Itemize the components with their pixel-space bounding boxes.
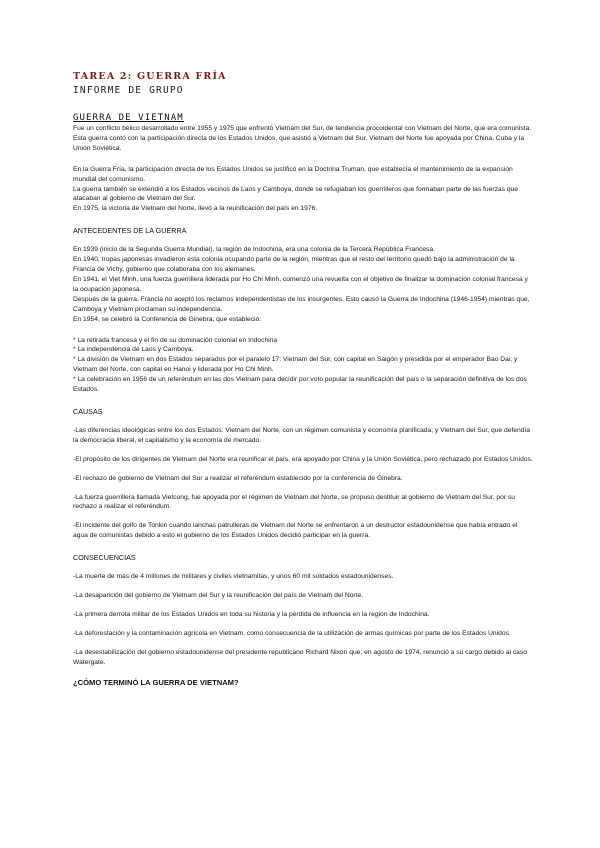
paragraph: En 1954, se celebró la Conferencia de Ginebra, que estableció: (73, 315, 262, 323)
section-heading-causas: CAUSAS (73, 406, 103, 416)
section-heading-vietnam: GUERRA DE VIETNAM (73, 113, 184, 123)
report-subtitle: INFORME DE GRUPO (73, 85, 184, 96)
list-item: -La primera derrota militar de los Estados Unidos en toda su historia y la pérdida de influencia en la región de Indochina. (73, 611, 430, 618)
closing-question: ¿CÓMO TERMINÓ LA GUERRA DE VIETNAM? (73, 677, 239, 687)
paragraph: La guerra también se extendió a los Estados vecinos de Laos y Camboya, donde se refugiaban los guerrilleros que formaban parte de las fuerzas que atacaban al gobierno de Vietnam del Sur. (73, 185, 518, 203)
list-item: -La desaparición del gobierno de Vietnam del Sur y la reunificación del país de Vietnam del Norte. (73, 592, 364, 600)
list-item: * La celebración en 1956 de un referéndum en las dos Vietnam para decidir por voto popular la reunificación del país o la separación definitiva de los dos Estados. (73, 376, 527, 394)
paragraph: Fue un conflicto bélico desarrollado entre 1955 y 1975 que enfrentó Vietnam del Sur, de tendencia procoidental con Vietnam del Norte, que era comunista. (73, 125, 532, 132)
list-item: -El incidente del golfo de Tonkin cuando lanchas patrulleras de Vietnam del Norte se enfrentaron a un destructor estadounidense que había entrado el agua de comunistas debido a esto el gobierno de los Estados Unidos decidió participar en la guerra. (73, 522, 518, 540)
paragraph: En 1940, tropas japonesas invadieron esta colonia ocupando parte de la región, mientras que el resto del territorio quedó bajo la administración de la Francia de Vichy, gobierno que colaboraba con los alemanes. (73, 256, 515, 274)
section-heading-antecedentes: ANTECEDENTES DE LA GUERRA (73, 226, 187, 236)
list-item: * La división de Vietnam en dos Estados separados por el paralelo 17: Vietnam del Sur, con capital en Saigón y presidida por el emperador Bao Dai; y Vietnam del Norte, con capital en Hanoi y liderada por Ho Chi Minh. (73, 356, 518, 374)
paragraph: En la Guerra Fría, la participación directa de los Estados Unidos se justificó en la Doctrina Truman, que establecía el mantenimiento de la expansión mundial del comunismo. (73, 165, 513, 183)
list-item: -El propósito de los dirigentes de Vietnam del Norte era reunificar el país, era apoyado por China y la Unión Soviética, pero rechazado por Estados Unidos. (73, 455, 533, 463)
assignment-title: TAREA 2: GUERRA FRÍA (73, 71, 227, 82)
paragraph: En 1941, el Viet Minh, una fuerza guerrillera liderada por Ho Chi Minh, comenzó una revuelta con el objetivo de finalizar la dominación colonial francesa y la ocupación japonesa. (73, 275, 528, 293)
document-body (73, 112, 533, 688)
paragraph: En 1975, la victoria de Vietnam del Norte, llevó a la reunificación del país en 1976. (73, 205, 318, 213)
list-item: -El rechazo de gobierno de Vietnam del Sur a realizar el referéndum establecido por la conferencia de Ginebra. (73, 474, 403, 482)
list-item: * La independencia de Laos y Camboya. (73, 346, 194, 354)
list-item: * La retirada francesa y el fin de su dominación colonial en Indochina (73, 336, 278, 344)
paragraph: En 1939 (inicio de la Segunda Guerra Mundial), la región de Indochina, era una colonia de la Tercera República Francesa. (73, 246, 435, 254)
list-item: -Las diferencias ideológicas entre los dos Estados: Vietnam del Norte, con un régimen comunista y economía planificada; y Vietnam del Sur, que defendía la democracia liberal, el capitalismo y la economía de mercado. (73, 426, 530, 444)
list-item: -La muerte de más de 4 millones de militares y civiles vietnamitas, y unos 60 mil soldados estadounidenses. (73, 573, 394, 581)
paragraph: Después de la guerra, Francia no aceptó los reclamos independentistas de los insurgentes. Esto causó la Guerra de Indochina (1946-1954) mientras que, Camboya y Vietnam proclaman su independencia. (73, 295, 530, 313)
section-heading-consecuencias: CONSECUENCIAS (73, 553, 136, 563)
list-item: -La deforestación y la contaminación agrícola en Vietnam, como consecuencia de la utilización de armas químicas por parte de los Estados Unidos. (73, 629, 511, 637)
list-item: -La desestabilización del gobierno estadounidense del presidente republicano Richard Nixon que, en agosto de 1974, renunció a su cargo debido al caso Watergate. (73, 648, 527, 666)
paragraph: Esta guerra contó con la participación directa de los Estados Unidos, que asistió a Vietnam del Sur. Vietnam del Norte fue apoyada por China, Cuba y la Unión Soviética. (73, 134, 525, 152)
list-item: -La fuerza guerrillera llamada Vietcong, fue apoyada por el régimen de Vietnam del Norte, se propuso destituir al gobierno de Vietnam del Sur, por su rechazo a realizar el referéndum. (73, 493, 516, 511)
